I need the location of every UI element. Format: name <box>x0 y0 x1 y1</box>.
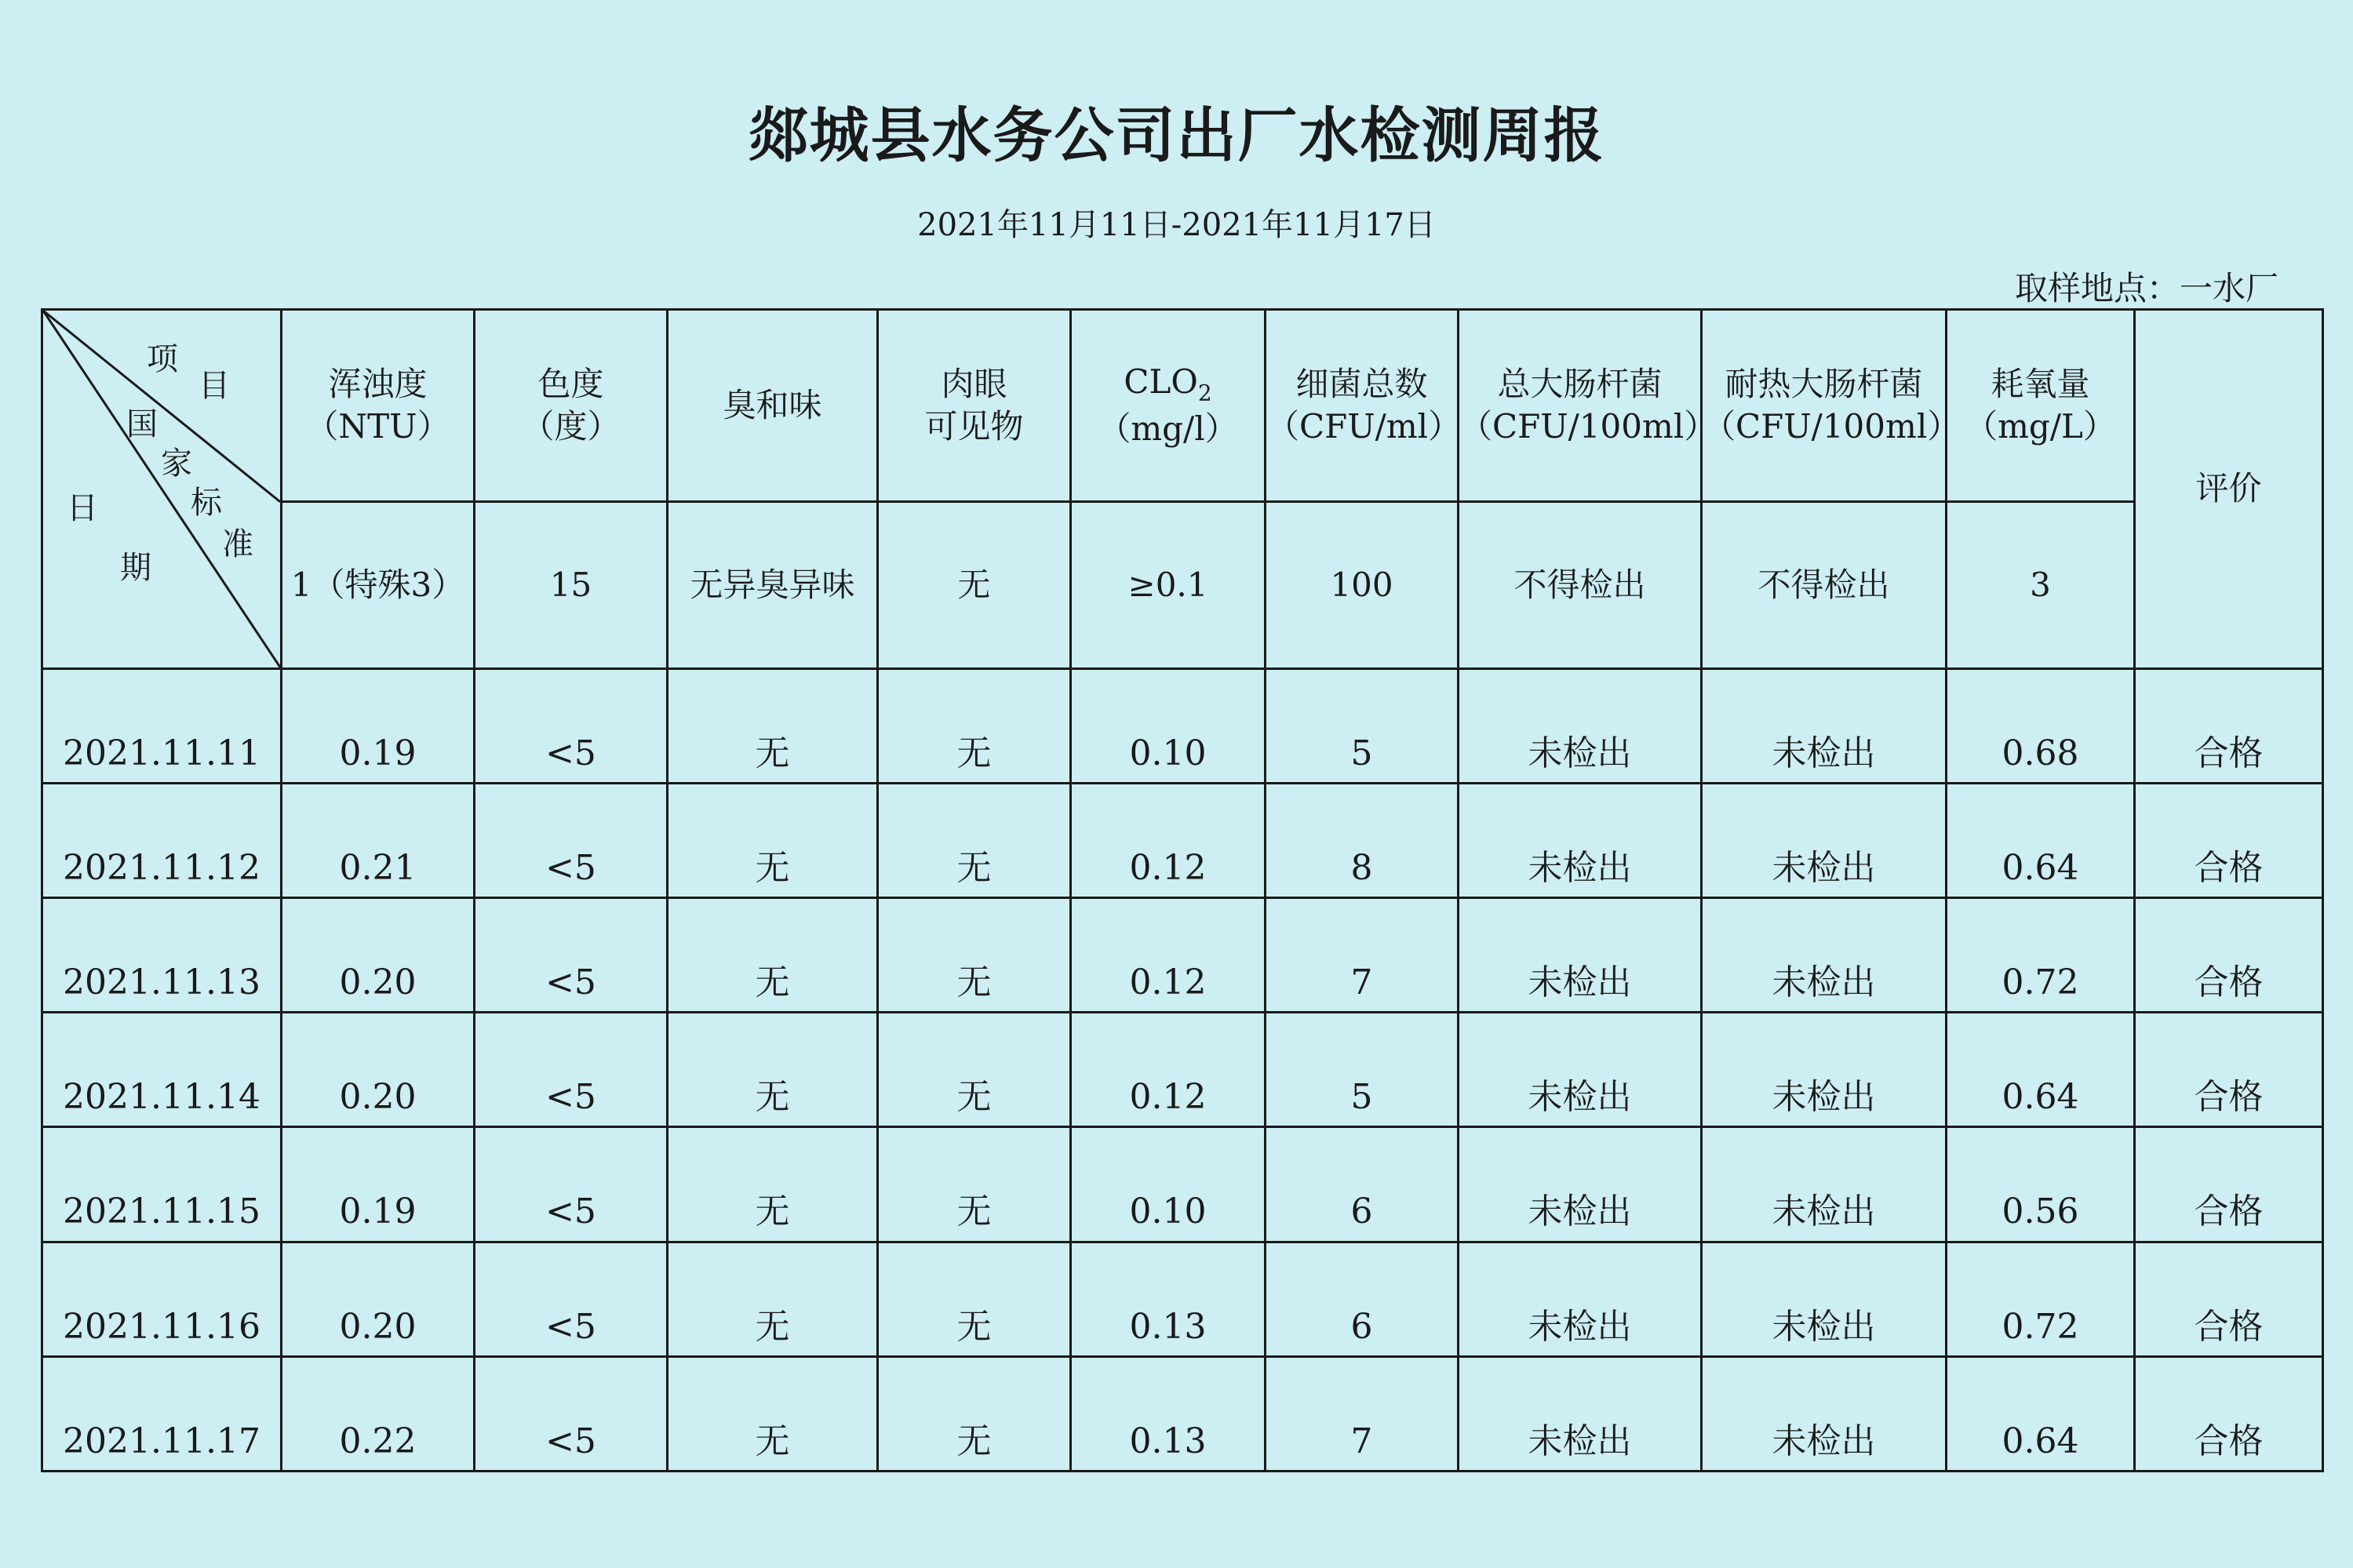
turbidity-cell: 0.19 <box>282 668 475 783</box>
table-row <box>42 1013 2323 1127</box>
date-cell: 2021.11.11 <box>42 668 282 783</box>
clo2-cell: 0.12 <box>1071 783 1266 897</box>
sampling-location: 取样地点：一水厂 <box>2014 269 2278 307</box>
odor-taste-cell: 无 <box>668 897 878 1012</box>
oxygen-cell: 0.68 <box>1947 668 2135 783</box>
chroma-cell: <5 <box>475 1013 668 1127</box>
oxygen-cell: 0.64 <box>1947 1013 2135 1127</box>
odor-taste-cell: 无 <box>668 668 878 783</box>
table-row <box>42 1356 2323 1471</box>
standard-cell: ≥0.1 <box>1071 502 1266 668</box>
date-cell: 2021.11.13 <box>42 897 282 1012</box>
evaluation-cell: 合格 <box>2135 1013 2323 1127</box>
thermo-coliform-cell: 未检出 <box>1702 1242 1947 1356</box>
chroma-cell: <5 <box>475 897 668 1012</box>
standard-cell: 无异臭异味 <box>668 502 878 668</box>
corner-item-char: 项 <box>147 341 178 377</box>
evaluation-cell: 合格 <box>2135 668 2323 783</box>
date-cell: 2021.11.17 <box>42 1356 282 1471</box>
visible-matter-cell: 无 <box>878 1242 1071 1356</box>
odor-taste-cell: 无 <box>668 1127 878 1242</box>
turbidity-cell: 0.20 <box>282 1242 475 1356</box>
standard-cell: 不得检出 <box>1702 502 1947 668</box>
data-rows <box>42 668 2323 1471</box>
visible-matter-cell: 无 <box>878 668 1071 783</box>
bacteria-cell: 7 <box>1266 897 1459 1012</box>
thermo-coliform-cell: 未检出 <box>1702 1356 1947 1471</box>
thermo-coliform-cell: 未检出 <box>1702 897 1947 1012</box>
table-row <box>42 897 2323 1012</box>
thermo-coliform-cell: 未检出 <box>1702 668 1947 783</box>
thermo-coliform-cell: 未检出 <box>1702 1127 1947 1242</box>
date-cell: 2021.11.15 <box>42 1127 282 1242</box>
standard-cell: 15 <box>475 502 668 668</box>
header-turbidity: 浑浊度 （NTU） <box>282 310 475 502</box>
table-row <box>42 668 2323 783</box>
coliform-cell: 未检出 <box>1459 1013 1702 1127</box>
oxygen-cell: 0.56 <box>1947 1127 2135 1242</box>
evaluation-cell: 合格 <box>2135 897 2323 1012</box>
oxygen-cell: 0.64 <box>1947 783 2135 897</box>
odor-taste-cell: 无 <box>668 783 878 897</box>
date-cell: 2021.11.14 <box>42 1013 282 1127</box>
clo2-cell: 0.10 <box>1071 1127 1266 1242</box>
thermo-coliform-cell: 未检出 <box>1702 783 1947 897</box>
clo2-cell: 0.12 <box>1071 1013 1266 1127</box>
header-total-coliform: 总大肠杆菌 （CFU/100ml） <box>1459 310 1702 502</box>
evaluation-cell: 合格 <box>2135 1242 2323 1356</box>
turbidity-cell: 0.19 <box>282 1127 475 1242</box>
bacteria-cell: 7 <box>1266 1356 1459 1471</box>
report-title: 郯城县水务公司出厂水检测周报 <box>748 100 1605 170</box>
table-row <box>42 1127 2323 1242</box>
header-odor-taste: 臭和味 <box>668 310 878 502</box>
turbidity-cell: 0.21 <box>282 783 475 897</box>
clo2-cell: 0.13 <box>1071 1356 1266 1471</box>
standard-cell: 100 <box>1266 502 1459 668</box>
chroma-cell: <5 <box>475 668 668 783</box>
corner-header-cell <box>42 310 282 669</box>
header-thermotolerant-coliform: 耐热大肠杆菌 （CFU/100ml） <box>1702 310 1947 502</box>
header-clo2: $CLO_2$ （mg/l） <box>1071 310 1266 502</box>
chroma-cell: <5 <box>475 783 668 897</box>
turbidity-cell: 0.22 <box>282 1356 475 1471</box>
corner-item-char: 目 <box>199 368 230 404</box>
date-cell: 2021.11.12 <box>42 783 282 897</box>
corner-standard-char: 准 <box>222 526 253 562</box>
corner-date-char: 期 <box>120 550 151 586</box>
date-cell: 2021.11.16 <box>42 1242 282 1356</box>
visible-matter-cell: 无 <box>878 897 1071 1012</box>
standards-row <box>42 502 2323 668</box>
evaluation-cell: 合格 <box>2135 1356 2323 1471</box>
standard-cell: 无 <box>878 502 1071 668</box>
bacteria-cell: 6 <box>1266 1242 1459 1356</box>
coliform-cell: 未检出 <box>1459 897 1702 1012</box>
clo2-cell: 0.13 <box>1071 1242 1266 1356</box>
header-oxygen-consumption: 耗氧量 （mg/L） <box>1947 310 2135 502</box>
oxygen-cell: 0.72 <box>1947 1242 2135 1356</box>
oxygen-cell: 0.64 <box>1947 1356 2135 1471</box>
table-row <box>42 1242 2323 1356</box>
header-visible-matter: 肉眼 可见物 <box>878 310 1071 502</box>
coliform-cell: 未检出 <box>1459 1356 1702 1471</box>
odor-taste-cell: 无 <box>668 1356 878 1471</box>
odor-taste-cell: 无 <box>668 1242 878 1356</box>
coliform-cell: 未检出 <box>1459 668 1702 783</box>
corner-standard-char: 家 <box>161 446 192 482</box>
chroma-cell: <5 <box>475 1242 668 1356</box>
evaluation-cell: 合格 <box>2135 783 2323 897</box>
header-evaluation: 评价 <box>2135 310 2323 669</box>
visible-matter-cell: 无 <box>878 1127 1071 1242</box>
evaluation-cell: 合格 <box>2135 1127 2323 1242</box>
corner-standard-char: 国 <box>126 406 158 442</box>
standard-cell: 1（特殊3） <box>282 502 475 668</box>
standard-cell: 不得检出 <box>1459 502 1702 668</box>
header-chroma: 色度 （度） <box>475 310 668 502</box>
thermo-coliform-cell: 未检出 <box>1702 1013 1947 1127</box>
report-table <box>41 308 2324 1472</box>
corner-date-char: 日 <box>67 490 98 526</box>
chroma-cell: <5 <box>475 1127 668 1242</box>
coliform-cell: 未检出 <box>1459 1127 1702 1242</box>
header-total-bacteria: 细菌总数 （CFU/ml） <box>1266 310 1459 502</box>
bacteria-cell: 6 <box>1266 1127 1459 1242</box>
turbidity-cell: 0.20 <box>282 897 475 1012</box>
clo2-cell: 0.12 <box>1071 897 1266 1012</box>
corner-standard-char: 标 <box>191 485 222 521</box>
chroma-cell: <5 <box>475 1356 668 1471</box>
oxygen-cell: 0.72 <box>1947 897 2135 1012</box>
visible-matter-cell: 无 <box>878 1013 1071 1127</box>
turbidity-cell: 0.20 <box>282 1013 475 1127</box>
visible-matter-cell: 无 <box>878 783 1071 897</box>
coliform-cell: 未检出 <box>1459 783 1702 897</box>
clo2-cell: 0.10 <box>1071 668 1266 783</box>
bacteria-cell: 8 <box>1266 783 1459 897</box>
visible-matter-cell: 无 <box>878 1356 1071 1471</box>
table-row <box>42 783 2323 897</box>
bacteria-cell: 5 <box>1266 1013 1459 1127</box>
date-range: 2021年11月11日-2021年11月17日 <box>917 207 1436 243</box>
standard-cell: 3 <box>1947 502 2135 668</box>
odor-taste-cell: 无 <box>668 1013 878 1127</box>
bacteria-cell: 5 <box>1266 668 1459 783</box>
coliform-cell: 未检出 <box>1459 1242 1702 1356</box>
